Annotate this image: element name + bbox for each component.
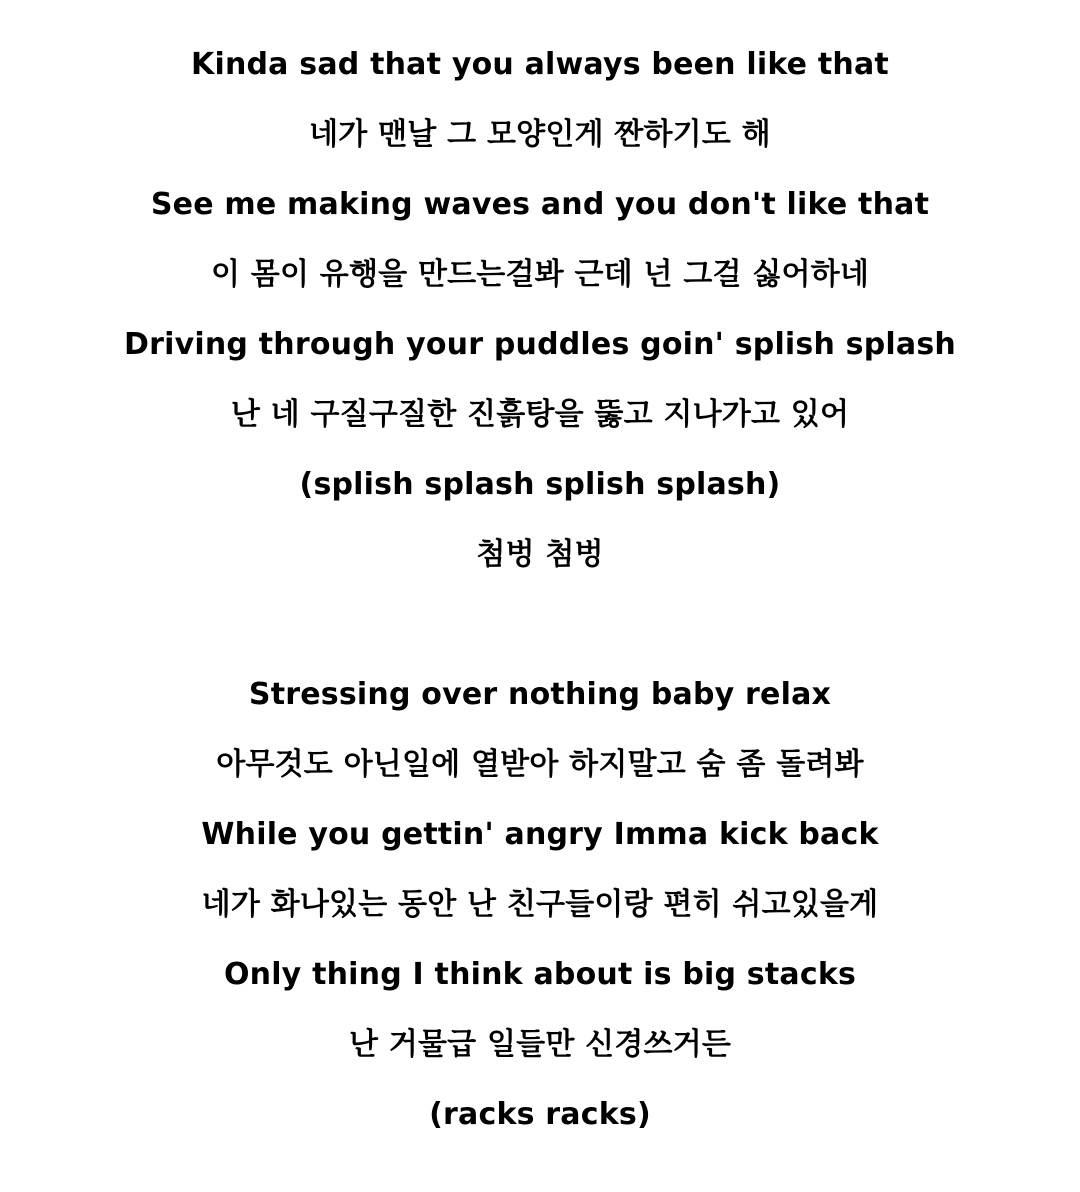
lyric-line-ko: 네가 맨날 그 모양인게 짠하기도 해 bbox=[309, 117, 771, 152]
lyric-line-en: Stressing over nothing baby relax bbox=[248, 677, 832, 712]
lyric-line-en: While you gettin' angry Imma kick back bbox=[201, 817, 879, 852]
lyric-line-ko: 난 거물급 일들만 신경쓰거든 bbox=[348, 1027, 732, 1062]
lyric-line-ko: 네가 화나있는 동안 난 친구들이랑 편히 쉬고있을게 bbox=[201, 887, 879, 922]
verse-1 bbox=[0, 30, 1080, 590]
lyric-line-en: Driving through your puddles goin' splish splash bbox=[124, 327, 956, 362]
lyric-line-adlib-en: (splish splash splish splash) bbox=[299, 467, 781, 502]
lyric-line-en: See me making waves and you don't like that bbox=[150, 187, 930, 222]
lyric-line-ko: 아무것도 아닌일에 열받아 하지말고 숨 좀 돌려봐 bbox=[216, 747, 864, 782]
lyric-line-ko: 이 몸이 유행을 만드는걸봐 근데 넌 그걸 싫어하네 bbox=[210, 257, 870, 292]
lyric-line-adlib-ko: 첨벙 첨벙 bbox=[476, 537, 604, 572]
lyric-line-en: Kinda sad that you always been like that bbox=[191, 47, 889, 82]
verse-2 bbox=[0, 660, 1080, 1150]
lyric-line-adlib-en: (racks racks) bbox=[429, 1097, 651, 1132]
lyric-line-en: Only thing I think about is big stacks bbox=[223, 957, 857, 992]
lyric-line-ko: 난 네 구질구질한 진흙탕을 뚫고 지나가고 있어 bbox=[230, 397, 850, 432]
